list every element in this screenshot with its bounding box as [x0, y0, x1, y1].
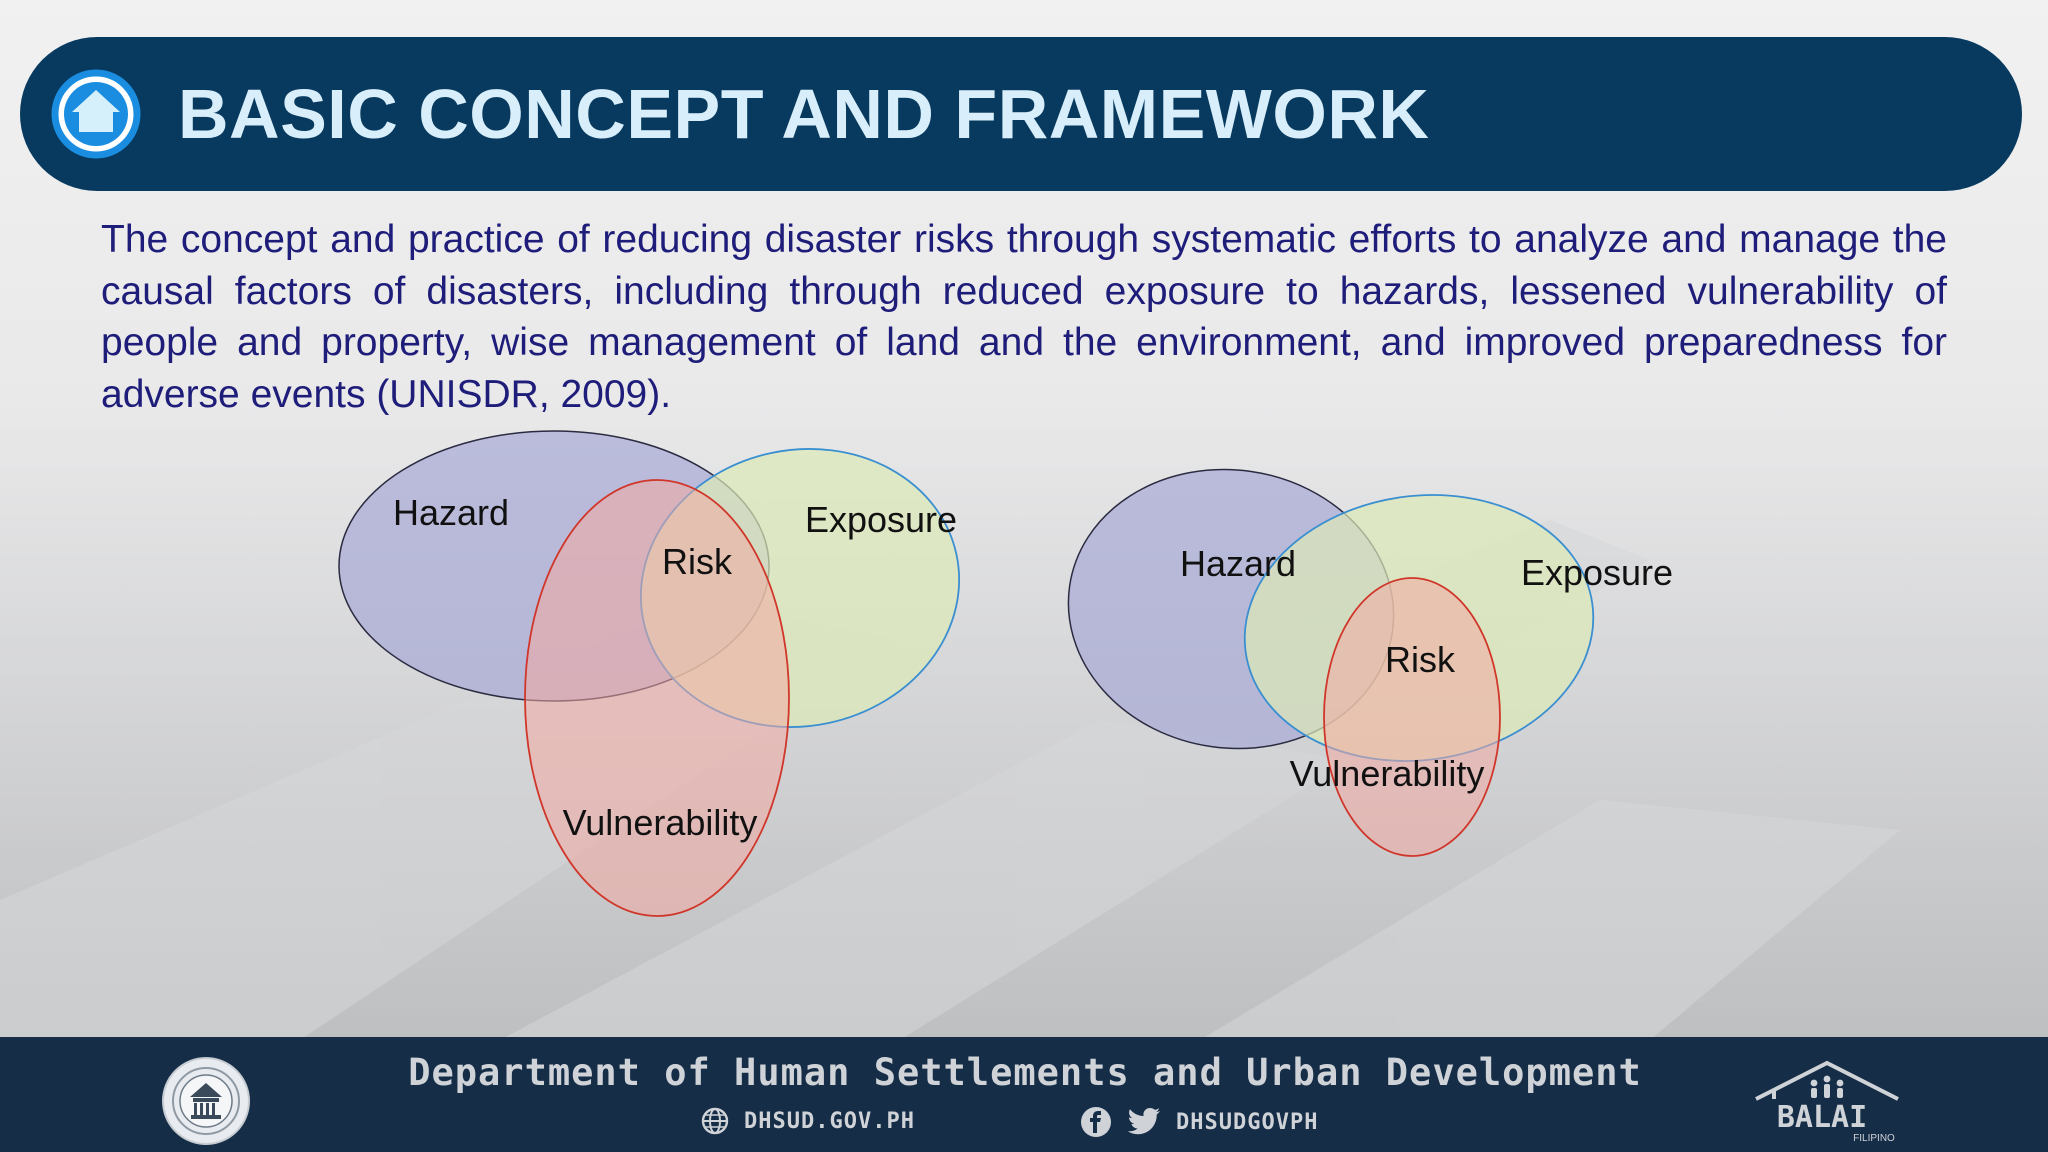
- venn-diagram-right: [1050, 449, 1673, 856]
- social-handle-text: DHSUDGOVPH: [1176, 1109, 1319, 1135]
- facebook-icon[interactable]: [1080, 1106, 1112, 1138]
- hazard-label-left: Hazard: [392, 492, 510, 533]
- exposure-label-right: Exposure: [1520, 552, 1674, 593]
- definition-text: The concept and practice of reducing disaster risks through systematic efforts to analyze and manage the causal factors of disasters, including through reduced exposure to hazards, lessened vulnerability of people and property, wise management of land and the environment, and improved preparedness for adverse events (UNISDR, 2009).: [101, 218, 1947, 416]
- balai-logo-subtext: FILIPINO: [1853, 1133, 1895, 1144]
- risk-label-right: Risk: [1385, 639, 1455, 680]
- vulnerability-circle-left: [525, 480, 789, 916]
- twitter-icon[interactable]: [1126, 1107, 1162, 1137]
- globe-icon: [700, 1106, 730, 1136]
- vulnerability-label-left: Vulnerability: [562, 802, 758, 843]
- dhsud-seal-icon: [160, 1055, 252, 1147]
- venn-diagram-left: [339, 420, 985, 916]
- footer-social[interactable]: [1080, 1106, 1318, 1138]
- exposure-label-left: Exposure: [804, 499, 958, 540]
- page-title: BASIC CONCEPT AND FRAMEWORK: [178, 75, 1430, 153]
- footer-website[interactable]: [700, 1106, 915, 1136]
- balai-filipino-logo: [1752, 1059, 1902, 1145]
- website-text: DHSUD.GOV.PH: [744, 1108, 915, 1134]
- risk-label-left: Risk: [662, 541, 732, 582]
- vulnerability-label-right: Vulnerability: [1289, 753, 1485, 794]
- footer-org-name: Department of Human Settlements and Urban Development: [408, 1051, 1642, 1094]
- footer-bar: [0, 1037, 2048, 1152]
- hazard-label-right: Hazard: [1179, 543, 1297, 584]
- vulnerability-circle-right: [1324, 578, 1500, 856]
- balai-logo-text: BALAI: [1776, 1100, 1868, 1135]
